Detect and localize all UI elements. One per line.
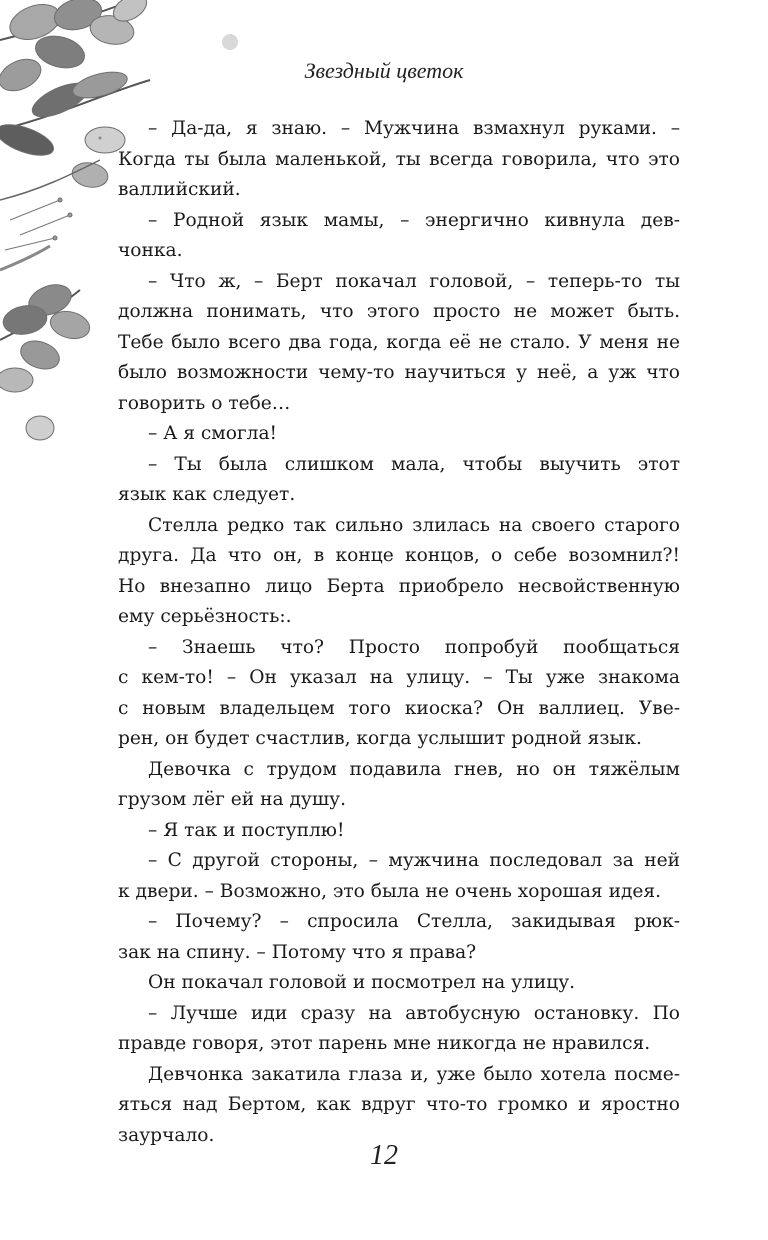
body-text [118,114,680,1151]
text-line: чонка. [118,240,183,261]
text-line: – А я смогла! [148,423,278,444]
page-number: 12 [370,1140,398,1171]
text-line: Но внезапно лицо Берта приобрело несвойственную [118,575,680,597]
text-line: рен, он будет счастлив, когда услышит родной язык. [118,728,642,749]
text-line: – Лучше иди сразу на автобусную остановку. По [148,1002,680,1024]
text-line: с новым владельцем того киоска? Он валлиец. Уве- [118,697,680,719]
text-line: Когда ты была маленькой, ты всегда говорила, что это [118,148,680,170]
text-line: Стелла редко так сильно злилась на своего старого [148,514,680,536]
text-line: яться над Бертом, как вдруг что-то громко и яростно [118,1094,680,1115]
running-head-title: Звездный цветок [304,58,464,83]
text-line: было возможности чему-то научиться у неё, а уж что [118,362,680,383]
text-line: – Что ж, – Берт покачал головой, – теперь-то ты [148,270,680,292]
text-line: – Я так и поступлю! [148,819,345,841]
text-line: заурчало. [118,1124,215,1146]
text-line: – Знаешь что? Просто попробуй пообщаться [148,636,680,658]
text-line: грузом лёг ей на душу. [118,789,346,810]
text-line: валлийский. [118,179,241,200]
text-line: – С другой стороны, – мужчина последовал за ней [148,850,680,871]
text-line: к двери. – Возможно, это была не очень хорошая идея. [118,880,662,902]
text-line: Девчонка закатила глаза и, уже было хотела посме- [148,1063,680,1085]
text-line: ему серьёзность:. [118,606,292,627]
text-line: с кем-то! – Он указал на улицу. – Ты уже знакома [118,667,680,688]
text-line: – Родной язык мамы, – энергично кивнула дев- [148,209,680,231]
text-line: Он покачал головой и посмотрел на улицу. [148,972,576,993]
text-line: – Да-да, я знаю. – Мужчина взмахнул руками. – [148,118,680,139]
text-line: Девочка с трудом подавила гнев, но он тяжёлым [148,758,680,780]
text-line: правде говоря, этот парень мне никогда не нравился. [118,1033,651,1054]
text-line: – Почему? – спросила Стелла, закидывая рюк- [148,911,680,932]
text-line: Тебе было всего два года, когда её не стало. У меня не [118,331,680,353]
text-line: говорить о тебе… [118,392,291,414]
text-line: должна понимать, что этого просто не может быть. [118,301,680,322]
text-line: зак на спину. – Потому что я права? [118,941,477,963]
text-line: язык как следует. [118,484,296,505]
text-line: друга. Да что он, в конце концов, о себе возомнил?! [118,545,680,566]
text-line: – Ты была слишком мала, чтобы выучить этот [148,453,680,475]
